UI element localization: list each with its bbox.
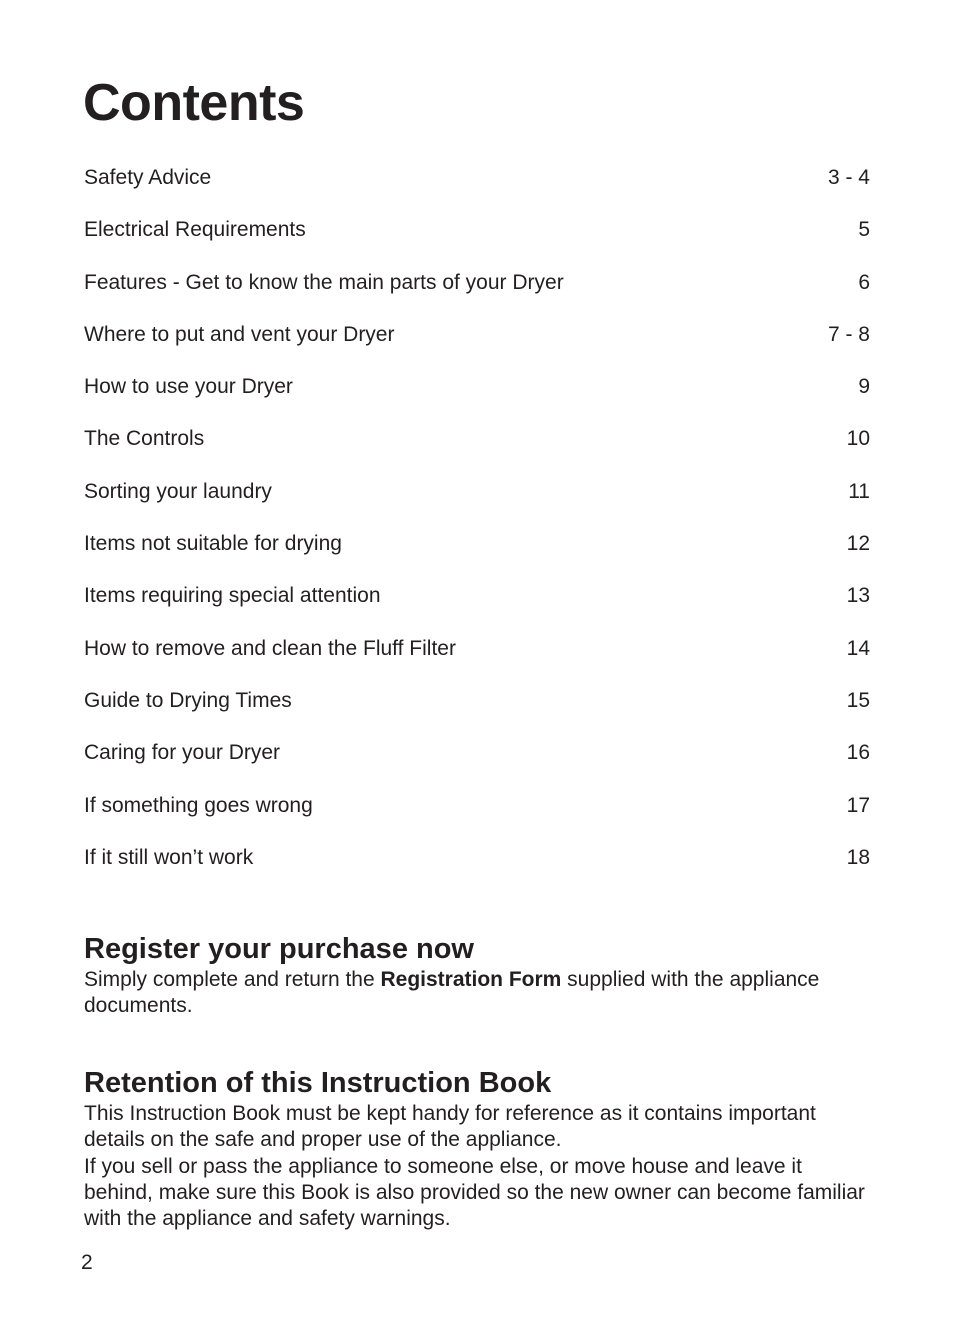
- toc-entry-items-not-suitable: [84, 530, 870, 582]
- toc-entry-label: Features - Get to know the main parts of your Dryer: [84, 270, 564, 294]
- toc-entry-something-goes-wrong: [84, 792, 870, 844]
- page-title: Contents: [83, 74, 305, 132]
- registration-form-term: Registration Form: [380, 968, 562, 991]
- toc-entry-label: Caring for your Dryer: [84, 741, 281, 765]
- table-of-contents: [84, 164, 870, 896]
- retention-paragraph-2: If you sell or pass the appliance to someone else, or move house and leave it behind, make sure this Book is also provided so the new owner can become familiar with the appliance and safety warnings.: [84, 1154, 865, 1231]
- toc-entry-where-to-put: [84, 321, 870, 373]
- toc-entry-label: Safety Advice: [84, 166, 212, 189]
- toc-entry-how-to-use: [84, 373, 870, 425]
- toc-entry-page: 14: [846, 636, 870, 660]
- page-number: 2: [81, 1251, 93, 1274]
- register-text-intro: Simply complete and return the: [84, 968, 381, 991]
- toc-entry-the-controls: [84, 425, 870, 477]
- toc-entry-still-wont-work: [84, 844, 870, 896]
- toc-entry-label: If something goes wrong: [84, 793, 313, 817]
- toc-entry-label: Guide to Drying Times: [84, 688, 292, 712]
- register-heading: Register your purchase now: [84, 933, 474, 965]
- toc-entry-page: 11: [848, 479, 870, 503]
- toc-entry-label: How to use your Dryer: [84, 375, 293, 399]
- toc-entry-label: Items requiring special attention: [84, 584, 381, 608]
- toc-entry-page: 12: [846, 532, 870, 556]
- toc-entry-page: 10: [846, 427, 870, 451]
- register-section: [84, 931, 874, 1020]
- toc-entry-page: 15: [846, 688, 870, 712]
- toc-entry-label: Sorting your laundry: [84, 479, 272, 503]
- toc-entry-label: The Controls: [84, 427, 205, 451]
- toc-entry-page: 3 - 4: [827, 166, 870, 189]
- toc-entry-caring: [84, 739, 870, 791]
- toc-entry-label: Where to put and vent your Dryer: [84, 322, 395, 346]
- toc-entry-label: Items not suitable for drying: [84, 532, 342, 556]
- retention-section: [84, 1065, 874, 1232]
- register-text-end: supplied with the appliance documents.: [84, 968, 820, 1018]
- toc-entry-drying-times: [84, 687, 870, 739]
- toc-entry-page: 16: [846, 741, 870, 765]
- toc-entry-page: 5: [858, 218, 870, 242]
- toc-entry-label: If it still won’t work: [84, 845, 254, 869]
- toc-entry-page: 6: [858, 270, 870, 294]
- toc-entry-page: 9: [858, 375, 870, 399]
- retention-heading: Retention of this Instruction Book: [84, 1067, 552, 1099]
- toc-entry-page: 7 - 8: [827, 322, 870, 346]
- toc-entry-electrical-requirements: [84, 216, 870, 268]
- toc-entry-page: 17: [846, 793, 870, 817]
- toc-entry-special-attention: [84, 582, 870, 634]
- toc-entry-safety-advice: [84, 164, 870, 216]
- toc-entry-label: Electrical Requirements: [84, 218, 306, 242]
- retention-paragraph-1: This Instruction Book must be kept handy for reference as it contains important details on the safe and proper use of the appliance.: [84, 1102, 816, 1152]
- toc-entry-label: How to remove and clean the Fluff Filter: [84, 636, 456, 660]
- toc-entry-fluff-filter: [84, 635, 870, 687]
- register-text: [84, 967, 874, 1020]
- toc-entry-sorting-laundry: [84, 478, 870, 530]
- toc-entry-features: [84, 269, 870, 321]
- toc-entry-page: 13: [846, 584, 870, 608]
- toc-entry-page: 18: [846, 845, 870, 869]
